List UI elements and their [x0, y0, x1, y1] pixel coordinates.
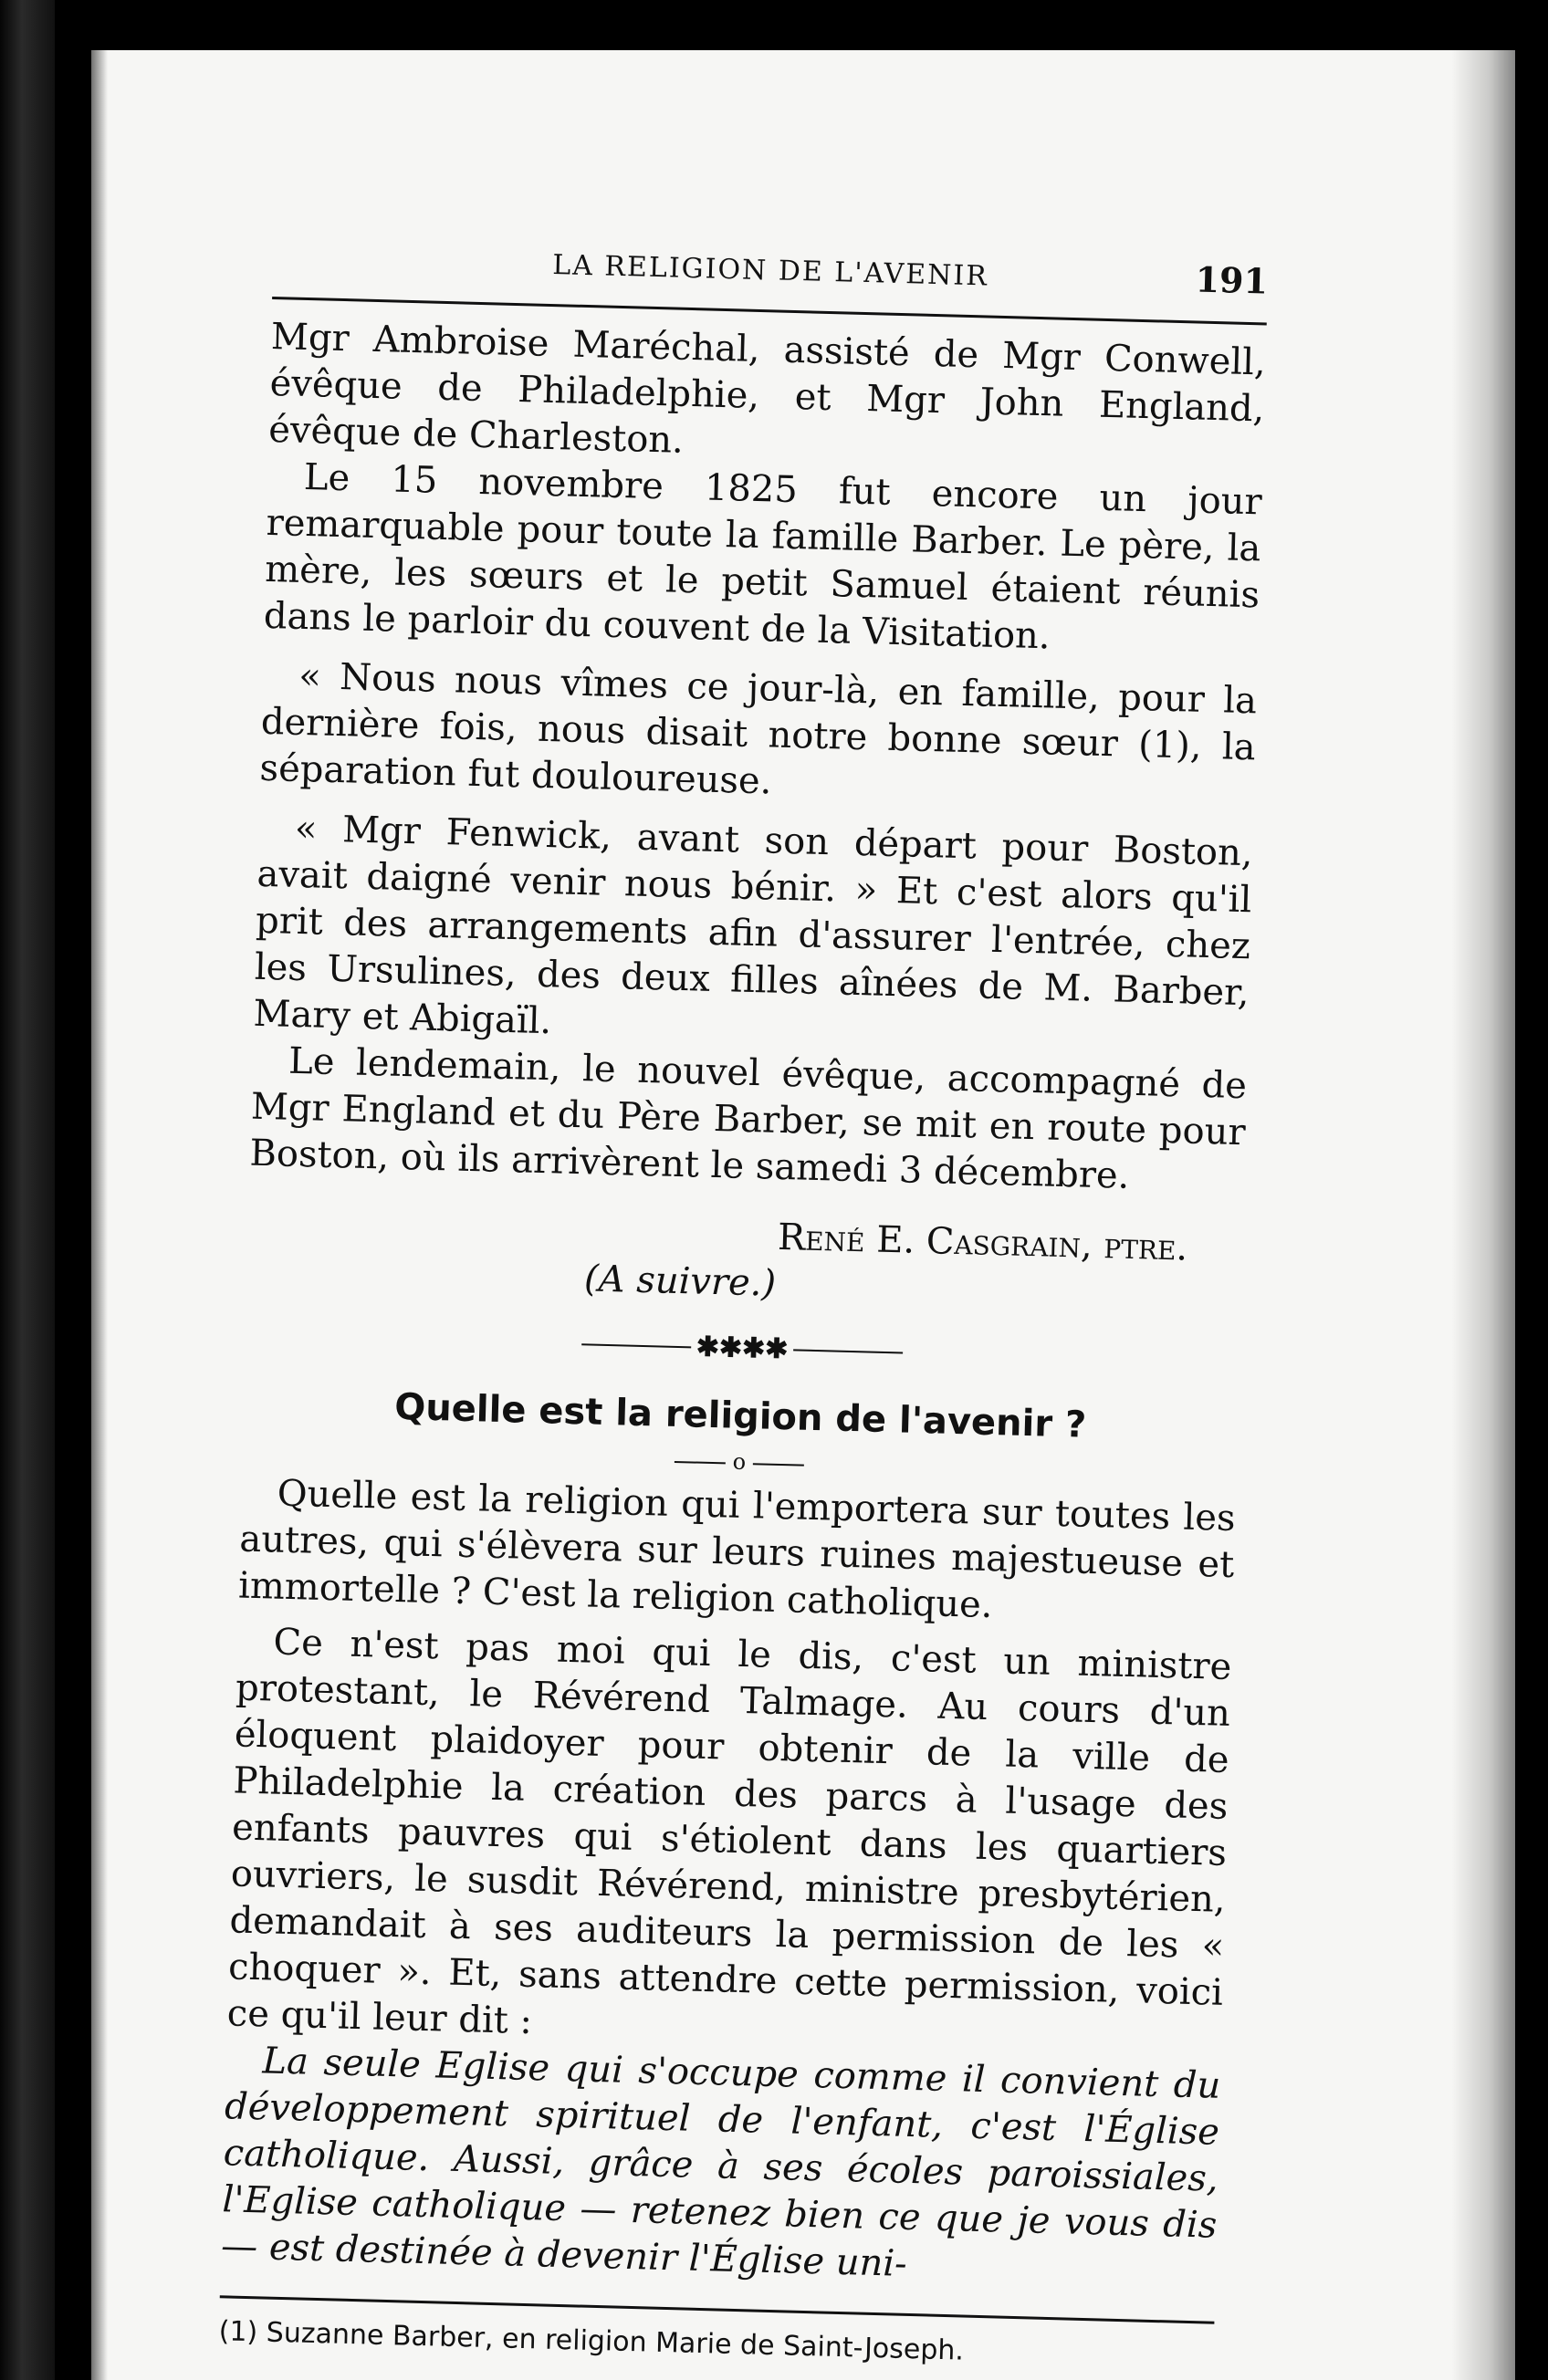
paragraph-4: « Mgr Fenwick, avant son départ pour Boston, avait daigné venir nous bénir. » Et c'est alors qu'il prit des arrangements afin d'assurer l'entrée, chez les Ursulines, des deux filles aînées de M. Barber, Mary et Abigaïl.: [252, 807, 1254, 1043]
book-page: [91, 50, 1515, 2380]
paragraph-5: Le lendemain, le nouvel évêque, accompagné de Mgr England et du Père Barber, se mit en route pour Boston, où ils arrivèrent le samedi 3 décembre.: [248, 1039, 1248, 1197]
page-content: [218, 233, 1268, 2375]
ornament-line-right: [793, 1349, 903, 1353]
page-edge-shadow: [1451, 50, 1515, 2380]
page-gutter-shadow: [91, 50, 108, 2380]
article-paragraph-2: Ce n'est pas moi qui le dis, c'est un ministre protestant, le Révérend Talmage. Au cours d'un éloquent plaidoyer pour obtenir de la ville de Philadelphie la création des parcs à l'usage des enfants pauvres qui s'étiolent dans les quartiers ouvriers, le susdit Révérend, ministre presbytérien, demandait à ses auditeurs la permission de les « choquer ». Et, sans attendre cette permission, voici ce qu'il leur dit :: [226, 1621, 1232, 2043]
article-paragraph-3-quote: La seule Eglise qui s'occupe comme il convient du développement spirituel de l'enfant, c'est l'Église catholique. Aussi, grâce à ses écoles paroissiales, l'Eglise catholique — retenez bien ce que je vous dis — est destinée à devenir l'Église uni-: [220, 2040, 1221, 2285]
footnote: (1) Suzanne Barber, en religion Marie de Saint-Joseph.: [218, 2315, 965, 2367]
title-ornament-mark: o: [732, 1448, 747, 1475]
running-title: LA RELIGION DE L'AVENIR: [551, 249, 989, 293]
article-paragraph-1: Quelle est la religion qui l'emportera sur toutes les autres, qui s'élèvera sur leurs ruines majestueuse et immortelle ? C'est la religion catholique.: [237, 1472, 1237, 1627]
paragraph-3: « Nous nous vîmes ce jour-là, en famille, pour la dernière fois, nous disait notre bonne sœur (1), la séparation fut douloureuse.: [259, 654, 1258, 803]
section-ornament: [245, 1321, 1239, 1376]
a-suivre: (A suivre.): [583, 1258, 777, 1305]
paragraph-1: Mgr Ambroise Maréchal, assisté de Mgr Conwell, évêque de Philadelphie, et Mgr John England, évêque de Charleston.: [267, 315, 1267, 462]
title-ornament-line-left: [675, 1460, 726, 1463]
ornament-stars: ✱✱✱✱: [696, 1331, 789, 1366]
page-number: 191: [1195, 258, 1269, 302]
ornament-line-left: [581, 1343, 691, 1348]
running-head: [272, 233, 1269, 326]
title-ornament-line-right: [753, 1463, 804, 1466]
scan-left-edge: [0, 0, 55, 2380]
paragraph-2: Le 15 novembre 1825 fut encore un jour remarquable pour toute la famille Barber. Le père, la mère, les sœurs et le petit Samuel étaient réunis dans le parloir du couvent de la Visitation.: [263, 455, 1263, 658]
article-title: Quelle est la religion de l'avenir ?: [393, 1385, 1087, 1446]
signature-text: René E. Casgrain, ptre.: [777, 1216, 1188, 1269]
